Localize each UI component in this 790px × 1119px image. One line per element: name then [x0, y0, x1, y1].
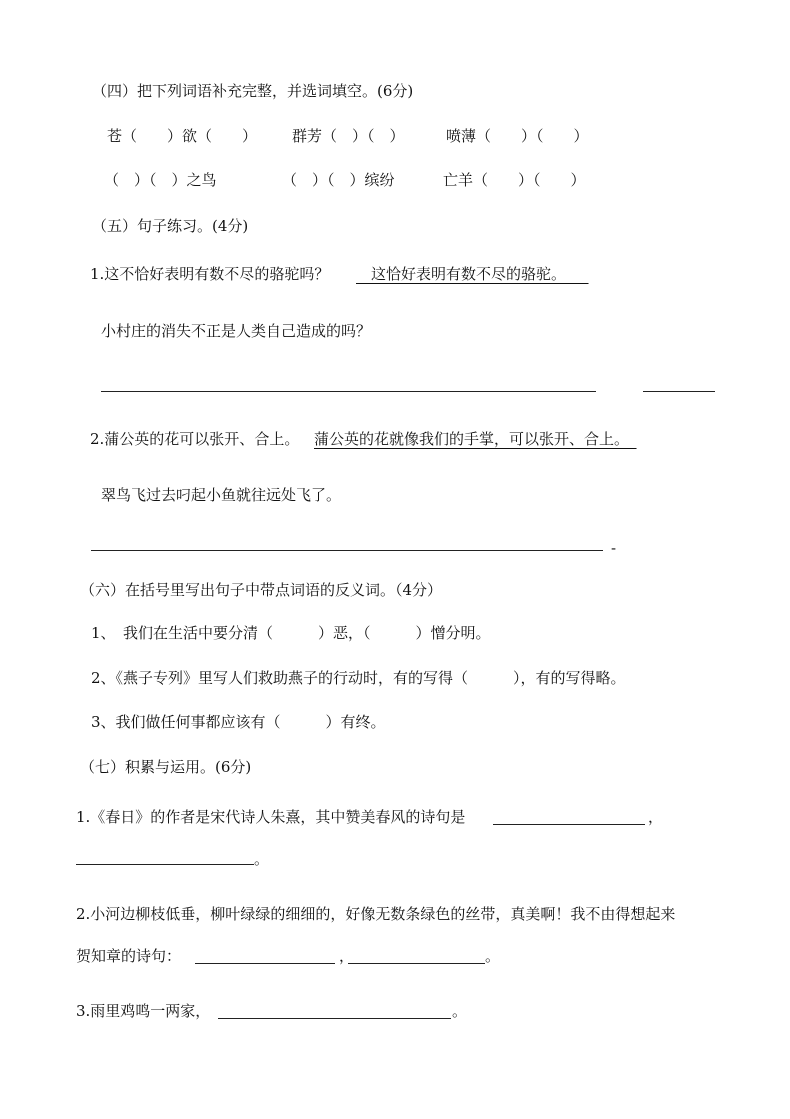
q2-prompt: 2.蒲公英的花可以张开、合上。	[90, 430, 300, 448]
idiom-blank-5: （ ）（ ）缤纷	[282, 171, 395, 189]
q7-2-end: 。	[485, 947, 501, 965]
q7-1-comma: ，	[648, 808, 664, 826]
antonym-item-2: 2、《燕子专列》里写人们救助燕子的行动时，有的写得（ ），有的写得略。	[91, 669, 626, 687]
q1-task-sentence: 小村庄的消失不正是人类自己造成的吗？	[101, 322, 372, 340]
section-4-title: （四）把下列词语补充完整，并选词填空。(6分)	[92, 82, 414, 100]
antonym-item-1: 1、 我们在生活中要分清（ ）恶，（ ）憎分明。	[91, 624, 491, 642]
idiom-blank-1: 苍（ ）欲（ ）	[107, 127, 258, 145]
q7-1-blank-a[interactable]	[493, 824, 645, 825]
q7-2-comma: ，	[339, 947, 355, 965]
section-5-title: （五）句子练习。(4分)	[92, 217, 249, 235]
q7-1-text: 1.《春日》的作者是宋代诗人朱熹，其中赞美春风的诗句是	[76, 808, 466, 826]
q2-example-answer: 蒲公英的花就像我们的手掌，可以张开、合上。	[314, 430, 637, 448]
q7-1-blank-b[interactable]	[76, 864, 254, 865]
answer-line-q1[interactable]	[101, 391, 596, 392]
q7-2-blank-b[interactable]	[348, 963, 485, 964]
q7-1-end: 。	[254, 850, 270, 868]
answer-line-q1-extra[interactable]	[643, 391, 715, 392]
answer-line-q2[interactable]	[91, 550, 603, 551]
section-6-title: （六）在括号里写出句子中带点词语的反义词。（4分）	[80, 581, 443, 599]
q1-prompt: 1.这不恰好表明有数不尽的骆驼吗？	[90, 265, 330, 283]
idiom-blank-4: （ ）（ ）之鸟	[104, 171, 217, 189]
q7-3-end: 。	[452, 1002, 468, 1020]
q2-trailing-dash: -	[611, 539, 617, 557]
q2-task-sentence: 翠鸟飞过去叼起小鱼就往远处飞了。	[101, 486, 342, 504]
q7-2-line1: 2.小河边柳枝低垂，柳叶绿绿的细细的，好像无数条绿色的丝带，真美啊！我不由得想起来	[76, 905, 676, 923]
antonym-item-3: 3、我们做任何事都应该有（ ）有终。	[91, 713, 386, 731]
q7-3-text: 3.雨里鸡鸣一两家，	[76, 1002, 211, 1020]
q7-2-line2: 贺知章的诗句：	[76, 947, 182, 965]
q7-3-blank[interactable]	[218, 1018, 451, 1019]
idiom-blank-3: 喷薄（ ）（ ）	[446, 127, 589, 145]
idiom-blank-6: 亡羊（ ）（ ）	[443, 171, 586, 189]
q1-example-answer: 这恰好表明有数不尽的骆驼。	[356, 265, 589, 283]
section-7-title: （七）积累与运用。(6分)	[80, 758, 252, 776]
q7-2-blank-a[interactable]	[195, 963, 335, 964]
idiom-blank-2: 群芳（ ）（ ）	[292, 127, 405, 145]
